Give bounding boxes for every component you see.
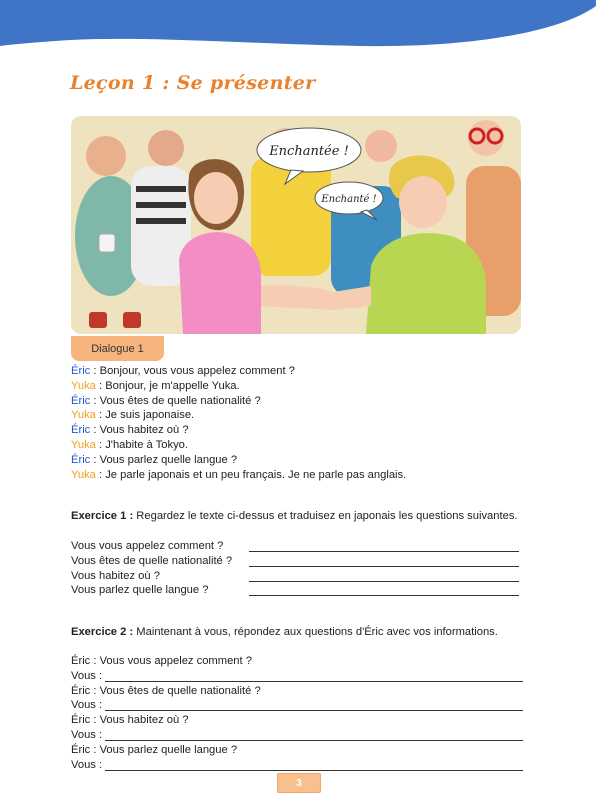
answer-prefix: Vous : <box>71 669 103 682</box>
speech-bubble-2: Enchanté ! <box>321 194 377 205</box>
speech-bubble-1: Enchantée ! <box>269 144 349 159</box>
question-text: Éric : Vous parlez quelle langue ? <box>71 743 238 756</box>
exercise-2-question <box>71 655 523 670</box>
dialogue-line <box>71 423 406 438</box>
question-text: Éric : Vous vous appelez comment ? <box>71 655 252 667</box>
answer-blank[interactable] <box>105 681 523 682</box>
line-text: : Vous habitez où ? <box>90 424 189 437</box>
exercise-2-answer <box>71 759 523 774</box>
exercise-2-label: Exercice 2 : <box>71 626 134 638</box>
exercise-2-instruction: Maintenant à vous, répondez aux questions d'Éric avec vos informations. <box>133 626 498 638</box>
question-text: Vous êtes de quelle nationalité ? <box>71 554 233 567</box>
header-wave <box>0 0 596 60</box>
dialogue-line <box>71 364 406 379</box>
exercise-1-instruction: Regardez le texte ci-dessus et traduisez en japonais les questions suivantes. <box>133 510 518 522</box>
exercise-2-heading <box>71 626 498 638</box>
answer-blank[interactable] <box>249 551 519 552</box>
answer-blank[interactable] <box>105 770 523 771</box>
line-text: : J'habite à Tokyo. <box>95 438 188 451</box>
line-text: : Je parle japonais et un peu français. Je ne parle pas anglais. <box>95 468 407 481</box>
exercise-1-row <box>71 584 521 599</box>
speaker-eric: Éric <box>71 394 91 407</box>
line-text: : Bonjour, je m'appelle Yuka. <box>95 379 240 392</box>
dialogue-line <box>71 468 406 483</box>
exercise-1-heading <box>71 510 518 522</box>
dialogue-line <box>71 438 406 453</box>
exercise-1-row <box>71 540 521 555</box>
exercise-1-row <box>71 555 521 570</box>
exercise-2-questions <box>71 655 523 773</box>
question-text: Éric : Vous êtes de quelle nationalité ? <box>71 684 261 697</box>
exercise-2-question <box>71 685 523 700</box>
answer-prefix: Vous : <box>71 758 103 771</box>
speaker-eric: Éric <box>71 365 91 377</box>
dialogue-line <box>71 394 406 409</box>
line-text: : Vous êtes de quelle nationalité ? <box>90 394 261 407</box>
lesson-title: Leçon 1 : Se présenter <box>70 72 316 94</box>
answer-blank[interactable] <box>249 581 519 582</box>
dialogue-line <box>71 408 406 423</box>
line-text: : Je suis japonaise. <box>95 409 195 422</box>
question-text: Vous parlez quelle langue ? <box>71 584 209 597</box>
exercise-2-answer <box>71 699 523 714</box>
speaker-eric: Éric <box>71 424 91 437</box>
dialogue-line <box>71 379 406 394</box>
answer-prefix: Vous : <box>71 728 103 741</box>
line-text: : Vous parlez quelle langue ? <box>90 453 238 466</box>
answer-blank[interactable] <box>105 740 523 741</box>
answer-blank[interactable] <box>249 595 519 596</box>
question-text: Vous vous appelez comment ? <box>71 540 224 552</box>
dialogue-text <box>71 364 406 482</box>
speaker-yuka: Yuka <box>71 379 96 392</box>
exercise-1-questions <box>71 540 521 599</box>
exercise-2-question <box>71 714 523 729</box>
question-text: Éric : Vous habitez où ? <box>71 714 189 727</box>
exercise-2-answer <box>71 670 523 685</box>
party-illustration <box>71 116 521 334</box>
speaker-yuka: Yuka <box>71 438 96 451</box>
exercise-1-row <box>71 570 521 585</box>
dialogue-tab: Dialogue 1 <box>71 336 164 361</box>
speaker-eric: Éric <box>71 453 91 466</box>
line-text: : Bonjour, vous vous appelez comment ? <box>90 365 295 377</box>
question-text: Vous habitez où ? <box>71 569 160 582</box>
exercise-1-label: Exercice 1 : <box>71 510 134 522</box>
speaker-yuka: Yuka <box>71 468 96 481</box>
answer-blank[interactable] <box>105 710 523 711</box>
answer-prefix: Vous : <box>71 699 103 712</box>
exercise-2-question <box>71 744 523 759</box>
answer-blank[interactable] <box>249 566 519 567</box>
speaker-yuka: Yuka <box>71 409 96 422</box>
dialogue-line <box>71 453 406 468</box>
exercise-2-answer <box>71 729 523 744</box>
page-number: 3 <box>277 773 321 793</box>
